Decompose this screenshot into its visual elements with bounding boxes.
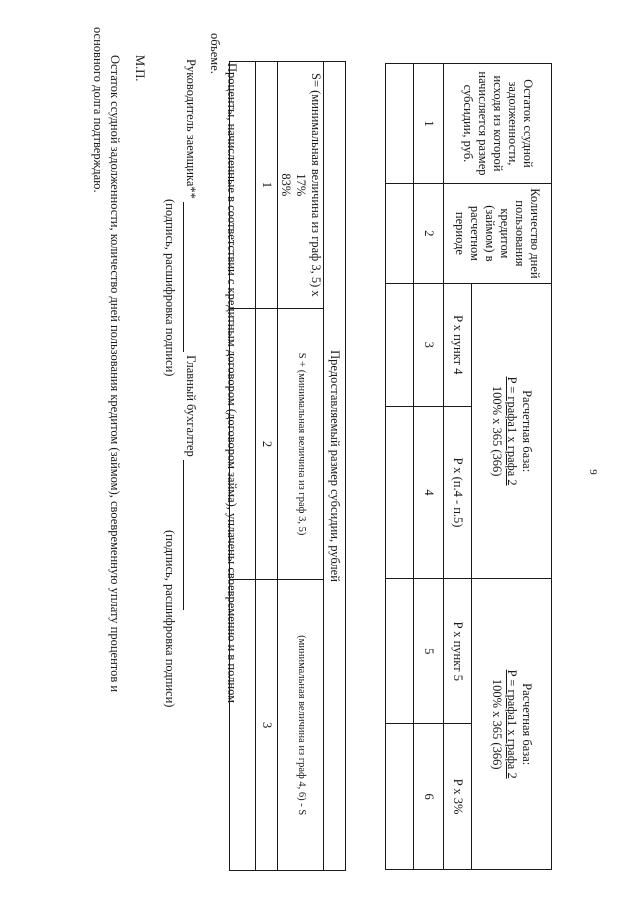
page-number: 9 bbox=[586, 469, 599, 475]
header-p-point4: P x пункт 4 bbox=[444, 283, 472, 406]
head-of-borrower-label: Руководитель заемщика** Главный бухгалтер bbox=[183, 59, 199, 610]
subsidy-formula-1-line1: S= (минимальная величина из граф 3, 5) x 17% bbox=[294, 73, 323, 297]
rotated-page-content bbox=[0, 25, 640, 865]
remainder-confirmation-line1: Остаток ссудной задолженности, количество дней пользования кредитом (займом), своевременную уплату процентов и bbox=[108, 55, 122, 693]
chief-accountant-label: Главный бухгалтер bbox=[184, 355, 198, 457]
data-cell bbox=[386, 64, 414, 184]
column-number-6: 6 bbox=[414, 724, 444, 870]
subsidy-column-number-2: 2 bbox=[256, 308, 278, 580]
subsidy-table-title: Предоставляемый размер субсидии, рублей bbox=[324, 62, 346, 871]
base-title-2: Расчетная база: bbox=[520, 683, 534, 766]
base-formula-top-1: P = графа1 x графа 2 bbox=[505, 376, 519, 486]
stamp-place-label: М.П. bbox=[133, 55, 147, 82]
header-p-3pct: P x 3% bbox=[444, 724, 472, 870]
remainder-confirmation-line2: основного долга подтверждаю. bbox=[91, 27, 105, 193]
data-cell bbox=[386, 283, 414, 406]
base-title-1: Расчетная база: bbox=[520, 390, 534, 473]
head-signature-line bbox=[183, 202, 184, 352]
subsidy-formula-3: (минимальная величина из граф 4, 6) - S bbox=[278, 580, 324, 871]
column-number-5: 5 bbox=[414, 579, 444, 724]
subsidy-formula-1 bbox=[278, 62, 324, 309]
calculation-base-table bbox=[385, 63, 552, 870]
header-p-point5: P x пункт 5 bbox=[444, 579, 472, 724]
subsidy-formula-2: S + (минимальная величина из граф 3, 5) bbox=[278, 308, 324, 580]
column-number-3: 3 bbox=[414, 283, 444, 406]
header-p-diff: P x (п.4 - п.5) bbox=[444, 406, 472, 579]
data-cell bbox=[386, 724, 414, 870]
header-calculation-base-1 bbox=[472, 283, 552, 579]
column-number-4: 4 bbox=[414, 406, 444, 579]
chief-signature-line bbox=[183, 460, 184, 610]
head-signature-caption: (подпись, расшифровка подписи) bbox=[163, 199, 177, 377]
header-calculation-base-2 bbox=[472, 579, 552, 870]
data-cell bbox=[386, 406, 414, 579]
subsidy-column-number-3: 3 bbox=[256, 580, 278, 871]
base-formula-bottom-2: 100% x 365 (366) bbox=[490, 678, 504, 770]
interest-paid-statement-line1: Проценты, начисленные в соответствии с кредитным договором (договором займа), уплачены своевременно и в полном bbox=[225, 63, 239, 704]
header-remaining-debt: Остаток ссудной задолженности, исходя из которой начисляется размер субсидии, руб. bbox=[444, 64, 552, 184]
header-days-count: Количество дней пользования кредитом (займом) в расчетном периоде bbox=[444, 183, 552, 283]
base-formula-bottom-1: 100% x 365 (366) bbox=[490, 385, 504, 477]
subsidy-formula-1-line2: 83% bbox=[279, 173, 293, 197]
data-cell bbox=[386, 183, 414, 283]
data-cell bbox=[386, 579, 414, 724]
base-formula-top-2: P = графа1 x графа 2 bbox=[505, 669, 519, 779]
interest-paid-statement-line2: объеме. bbox=[208, 33, 222, 74]
column-number-1: 1 bbox=[414, 64, 444, 184]
subsidy-column-number-1: 1 bbox=[256, 62, 278, 309]
chief-signature-caption: (подпись, расшифровка подписи) bbox=[163, 530, 177, 708]
subsidy-amount-table bbox=[229, 61, 346, 871]
column-number-2: 2 bbox=[414, 183, 444, 283]
